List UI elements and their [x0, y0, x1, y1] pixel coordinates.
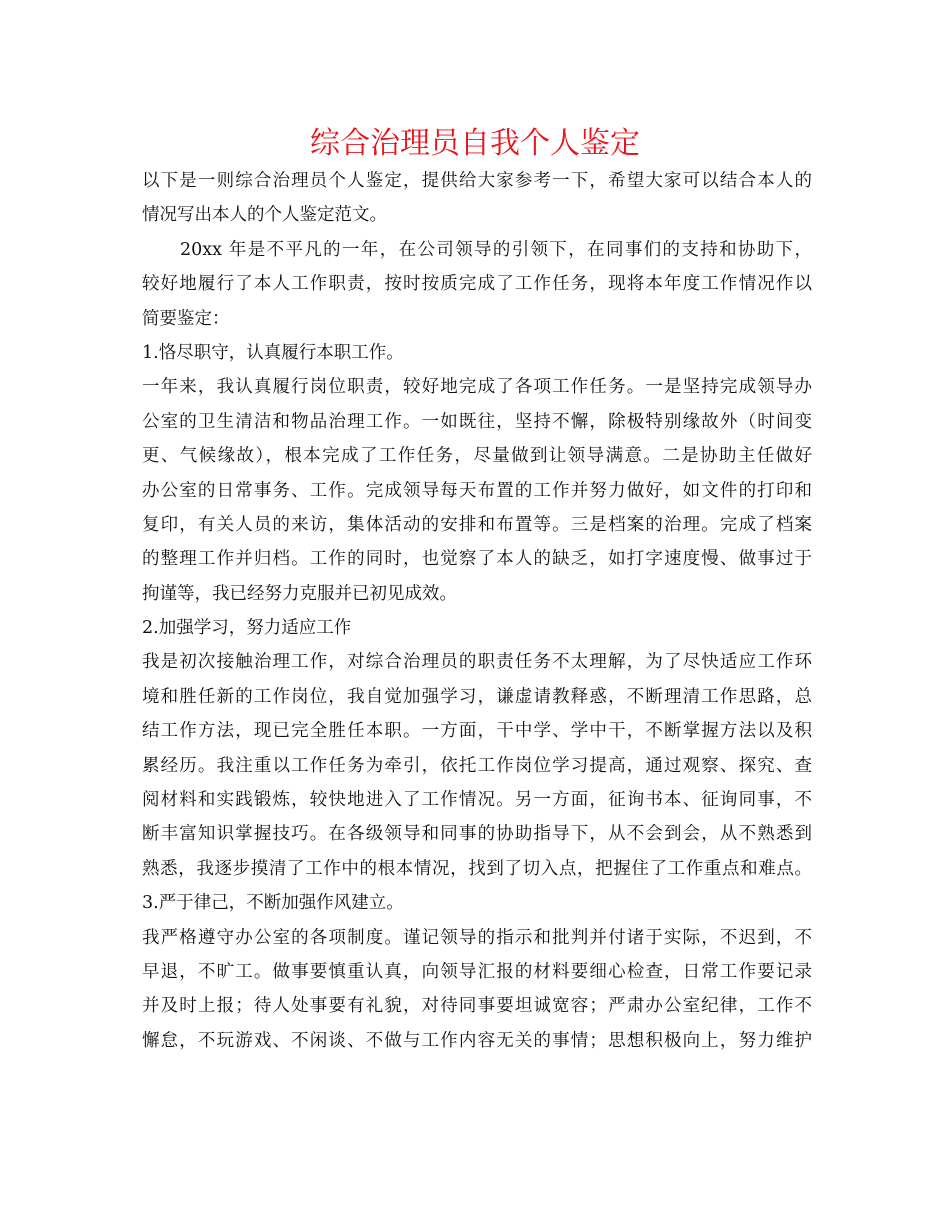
section-heading: 2.加强学习，努力适应工作: [142, 618, 352, 639]
text-line: 并及时上报；待人处事要有礼貌，对待同事要坦诚宽容；严肃办公室纪律，工作不: [142, 996, 812, 1017]
text-line: 办公室的日常事务、工作。完成领导每天布置的工作并努力做好，如文件的打印和: [142, 480, 812, 501]
text-line: 公室的卫生清洁和物品治理工作。一如既往，坚持不懈，除极特别缘故外（时间变: [142, 411, 812, 432]
text-line: 结工作方法，现已完全胜任本职。一方面，干中学、学中干，不断掌握方法以及积: [142, 721, 812, 742]
text-line: 一年来，我认真履行岗位职责，较好地完成了各项工作任务。一是坚持完成领导办: [142, 377, 812, 398]
text-line: 简要鉴定：: [142, 308, 230, 329]
text-line: 情况写出本人的个人鉴定范文。: [142, 205, 387, 226]
document-body: [142, 164, 812, 1058]
text-line: 阅材料和实践锻炼，较快地进入了工作情况。另一方面，征询书本、征询同事，不: [142, 790, 812, 811]
text-line: 拘谨等，我已经努力克服并已初见成效。: [142, 583, 457, 604]
text-line: 的整理工作并归档。工作的同时，也觉察了本人的缺乏，如打字速度慢、做事过于: [142, 549, 812, 570]
text-line: 断丰富知识掌握技巧。在各级领导和同事的协助指导下，从不会到会，从不熟悉到: [142, 824, 812, 845]
text-line: 早退，不旷工。做事要慎重认真，向领导汇报的材料要细心检查，日常工作要记录: [142, 961, 812, 982]
text-line: 境和胜任新的工作岗位，我自觉加强学习，谦虚请教释惑，不断理清工作思路，总: [142, 686, 812, 707]
text-line: 20xx 年是不平凡的一年，在公司领导的引领下，在同事们的支持和协助下，: [180, 239, 812, 260]
text-line: 懈怠，不玩游戏、不闲谈、不做与工作内容无关的事情；思想积极向上，努力维护: [142, 1030, 812, 1051]
text-line: 累经历。我注重以工作任务为牵引，依托工作岗位学习提高，通过观察、探究、查: [142, 755, 812, 776]
text-line: 更、气候缘故），根本完成了工作任务，尽量做到让领导满意。二是协助主任做好: [142, 446, 812, 467]
text-line: 熟悉，我逐步摸清了工作中的根本情况，找到了切入点，把握住了工作重点和难点。: [142, 858, 812, 879]
text-line: 我是初次接触治理工作，对综合治理员的职责任务不太理解，为了尽快适应工作环: [142, 652, 812, 673]
document-title: 综合治理员自我个人鉴定: [310, 126, 640, 161]
text-line: 较好地履行了本人工作职责，按时按质完成了工作任务，现将本年度工作情况作以: [142, 274, 812, 295]
section-heading: 1.恪尽职守，认真履行本职工作。: [142, 342, 404, 363]
text-line: 复印，有关人员的来访，集体活动的安排和布置等。三是档案的治理。完成了档案: [142, 514, 812, 535]
section-heading: 3.严于律己，不断加强作风建立。: [142, 893, 404, 914]
text-line: 以下是一则综合治理员个人鉴定，提供给大家参考一下，希望大家可以结合本人的: [142, 171, 812, 191]
text-line: 我严格遵守办公室的各项制度。谨记领导的指示和批判并付诸于实际，不迟到，不: [142, 927, 812, 948]
